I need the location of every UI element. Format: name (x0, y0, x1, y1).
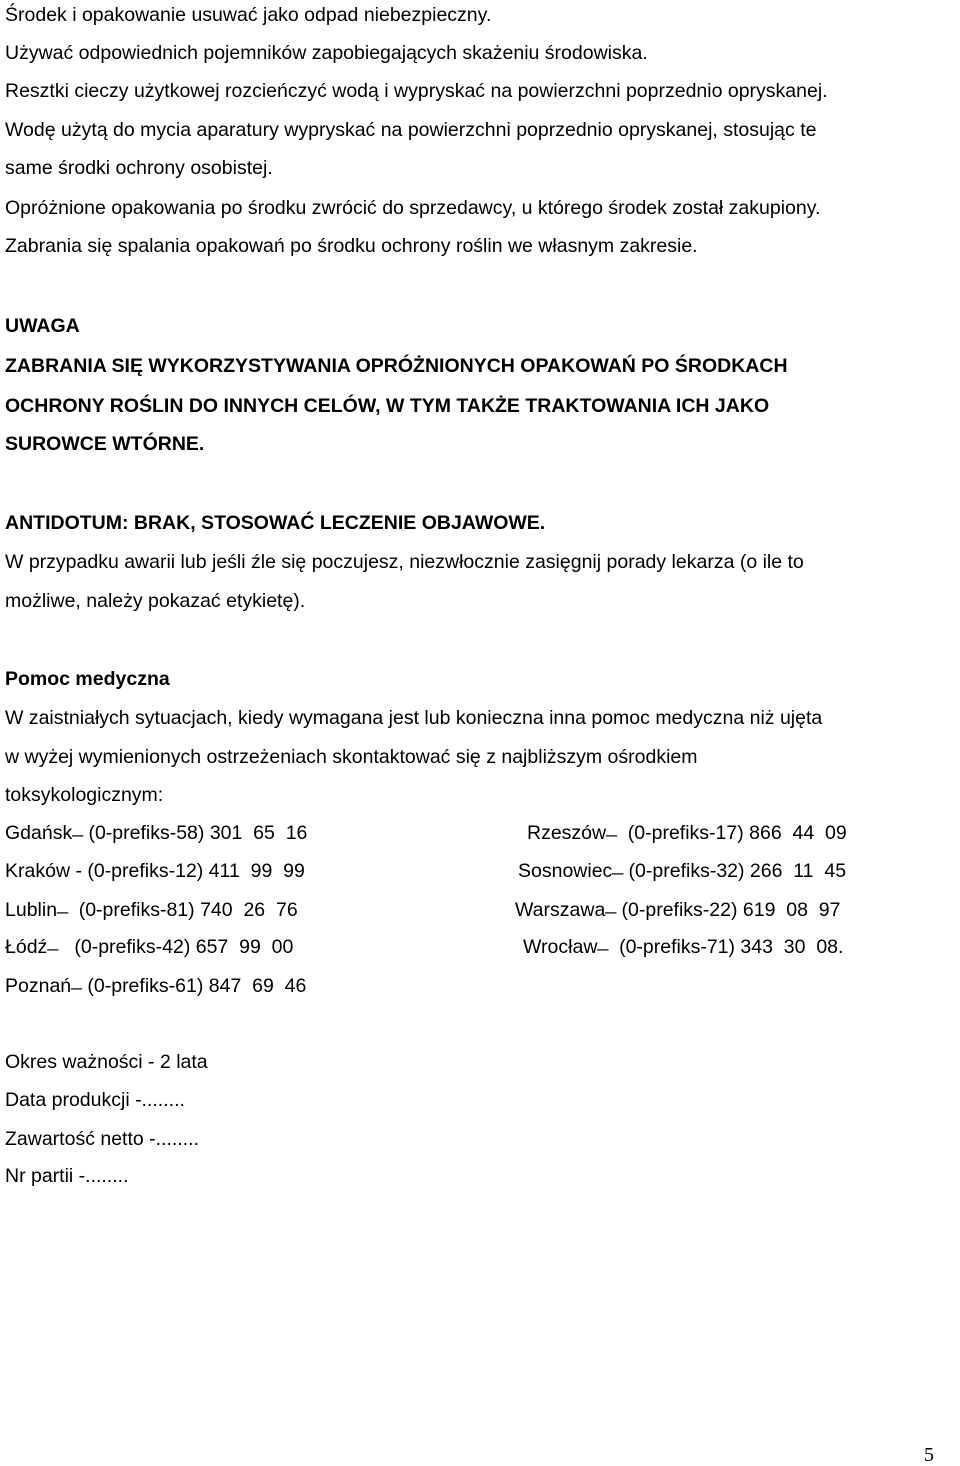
center-poznan: Poznań ̶ (0-prefiks-61) 847 69 46 (5, 975, 307, 997)
antidote-line: możliwe, należy pokazać etykietę). (5, 590, 306, 612)
center-lodz: Łódź ̶ (0-prefiks-42) 657 99 00 (5, 936, 294, 958)
medical-line: w wyżej wymienionych ostrzeżeniach skontaktować się z najbliższym ośrodkiem (5, 746, 698, 768)
expiry-date: Okres ważności - 2 lata (5, 1051, 208, 1073)
warning-heading: UWAGA (5, 315, 80, 337)
antidote-line: W przypadku awarii lub jeśli źle się poczujesz, niezwłocznie zasięgnij porady lekarza (o ile to (5, 551, 804, 573)
disposal-line: same środki ochrony osobistej. (5, 157, 273, 179)
production-date: Data produkcji -........ (5, 1089, 185, 1111)
net-content: Zawartość netto -........ (5, 1128, 199, 1150)
center-krakow: Kraków - (0-prefiks-12) 411 99 99 (5, 860, 305, 882)
warning-line: ZABRANIA SIĘ WYKORZYSTYWANIA OPRÓŻNIONYCH OPAKOWAŃ PO ŚRODKACH (5, 355, 788, 377)
medical-line: W zaistniałych sytuacjach, kiedy wymagana jest lub konieczna inna pomoc medyczna niż ujęta (5, 707, 823, 729)
warning-line: SUROWCE WTÓRNE. (5, 433, 205, 455)
disposal-line: Wodę użytą do mycia aparatury wypryskać na powierzchni poprzednio opryskanej, stosując te (5, 119, 817, 141)
disposal-line: Środek i opakowanie usuwać jako odpad niebezpieczny. (5, 4, 492, 26)
antidote-heading: ANTIDOTUM: BRAK, STOSOWAĆ LECZENIE OBJAWOWE. (5, 512, 546, 534)
center-sosnowiec: Sosnowiec ̶ (0-prefiks-32) 266 11 45 (518, 860, 847, 882)
disposal-line: Używać odpowiednich pojemników zapobiegających skażeniu środowiska. (5, 42, 648, 64)
center-rzeszow: Rzeszów ̶ (0-prefiks-17) 866 44 09 (527, 822, 847, 844)
disposal-line: Opróżnione opakowania po środku zwrócić do sprzedawcy, u którego środek został zakupiony. (5, 197, 821, 219)
warning-line: OCHRONY ROŚLIN DO INNYCH CELÓW, W TYM TAKŻE TRAKTOWANIA ICH JAKO (5, 395, 770, 417)
center-warszawa: Warszawa ̶ (0-prefiks-22) 619 08 97 (515, 899, 841, 921)
center-lublin: Lublin ̶ (0-prefiks-81) 740 26 76 (5, 899, 298, 921)
disposal-line: Resztki cieczy użytkowej rozcieńczyć wodą i wypryskać na powierzchni poprzednio opryskanej. (5, 80, 828, 102)
center-wroclaw: Wrocław ̶ (0-prefiks-71) 343 30 08. (523, 936, 844, 958)
page-number: 5 (924, 1444, 934, 1466)
center-gdansk: Gdańsk ̶ (0-prefiks-58) 301 65 16 (5, 822, 308, 844)
medical-line: toksykologicznym: (5, 784, 164, 806)
medical-heading: Pomoc medyczna (5, 668, 170, 690)
disposal-line: Zabrania się spalania opakowań po środku ochrony roślin we własnym zakresie. (5, 235, 698, 257)
batch-number: Nr partii -........ (5, 1165, 129, 1187)
